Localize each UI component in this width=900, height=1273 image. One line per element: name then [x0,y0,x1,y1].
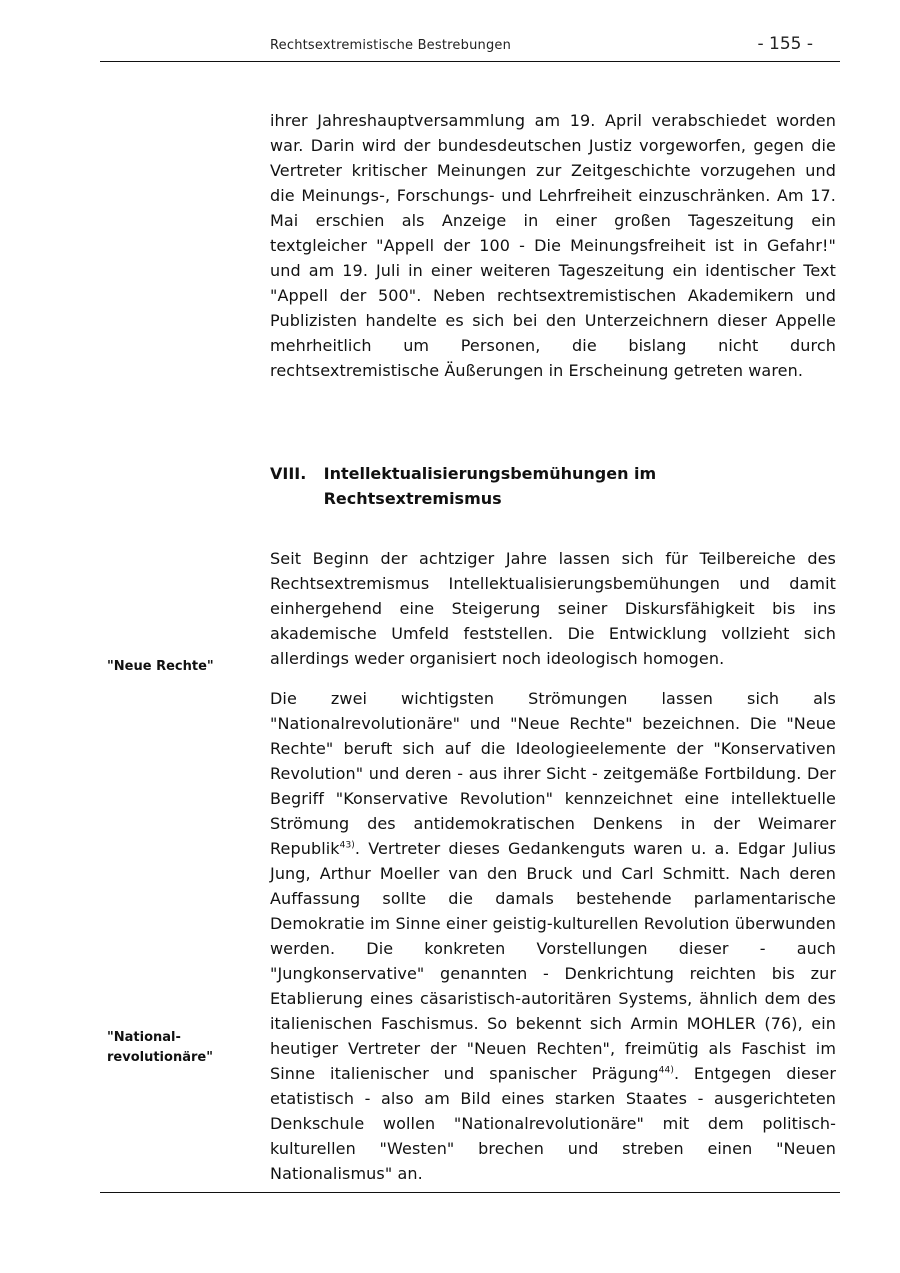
footnote-ref-43: 43) [339,840,355,851]
paragraph-3-part-a: Die zwei wichtigsten Strömungen lassen sich als "Nationalrevolutionäre" und "Neue Rechte" bezeichnen. Die "Neue Rechte" beruft sich auf die Ideologieelemente der "Konservativen Revolution" und deren - aus ihrer Sicht - zeitgemäße Fortbildung. Der Begriff "Konservative Revolution" kennzeichnet eine intellektuelle Strömung des antidemokratischen Denkens in der Weimarer Republik [270,689,836,858]
paragraph-3 [270,686,836,1186]
paragraph-3-part-c: . Entgegen dieser etatistisch - also am Bild eines starken Staates - ausgerichteten Denkschule wollen "Nationalrevolutionäre" mit dem politisch-kulturellen "Westen" brechen und streben einen "Neuen Nationalismus" an. [270,1064,837,1183]
main-column [270,108,836,1186]
running-title: Rechtsextremistische Bestrebungen [270,38,512,53]
margin-note-neue-rechte: "Neue Rechte" [107,659,214,674]
page-number: - 155 - [757,34,813,54]
paragraph-3-part-b: . Vertreter dieses Gedankenguts waren u. a. Edgar Julius Jung, Arthur Moeller van den Bruck und Carl Schmitt. Nach deren Auffassung sollte die damals bestehende parlamentarische Demokratie im Sinne einer geistig-kulturellen Revolution überwunden werden. Die konkreten Vorstellungen dieser - auch "Jungkonservative" genannten - Denkrichtung reichten bis zur Etablierung eines cäsaristisch-autoritären Systems, ähnlich dem des italienischen Faschismus. So bekennt sich Armin MOHLER (76), ein heutiger Vertreter der "Neuen Rechten", freimütig als Faschist im Sinne italienischer und spanischer Prägung [270,839,836,1083]
paragraph-2: Seit Beginn der achtziger Jahre lassen sich für Teilbereiche des Rechtsextremismus Intellektualisierungsbemühungen und damit einhergehend eine Steigerung seiner Diskursfähigkeit bis ins akademische Umfeld feststellen. Die Entwicklung vollzieht sich allerdings weder organisiert noch ideologisch homogen. [270,549,836,668]
footnote-ref-44: 44) [658,1065,674,1076]
footer-rule [100,1192,840,1193]
header-rule [100,61,840,62]
section-number: VIII. [270,464,307,483]
page-header [100,0,840,62]
section-title: Intellektualisierungsbemühungen im Rechtsextremismus [323,464,657,508]
paragraph-1: ihrer Jahreshauptversammlung am 19. April verabschiedet worden war. Darin wird der bundesdeutschen Justiz vorgeworfen, gegen die Vertreter kritischer Meinungen zur Zeitgeschichte vorzugehen und die Meinungs-, Forschungs- und Lehrfreiheit einzuschränken. Am 17. Mai erschien als Anzeige in einer großen Tageszeitung ein textgleicher "Appell der 100 - Die Meinungsfreiheit ist in Gefahr!" und am 19. Juli in einer weiteren Tageszeitung ein identischer Text "Appell der 500". Neben rechtsextremistischen Akademikern und Publizisten handelte es sich bei den Unterzeichnern dieser Appelle mehrheitlich um Personen, die bislang nicht durch rechtsextremistische Äußerungen in Erscheinung getreten waren. [270,111,836,380]
section-heading [270,461,836,511]
margin-note-nationalrevolutionaere: "National-revolutionäre" [107,1030,213,1065]
